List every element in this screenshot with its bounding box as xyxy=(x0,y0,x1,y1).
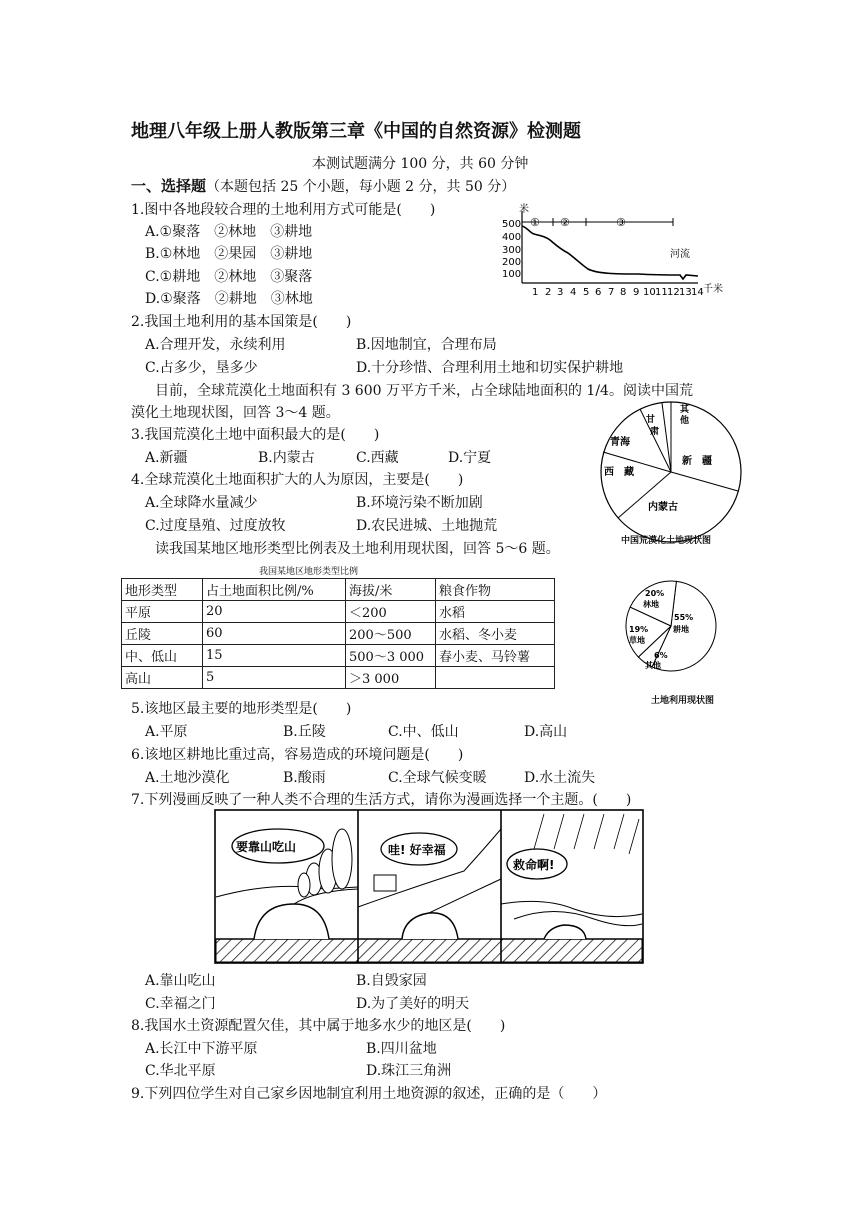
q7-option-b[interactable]: B.自毁家园 xyxy=(356,973,427,989)
section-heading xyxy=(131,175,515,196)
q8-stem: 8.我国水土资源配置欠佳，其中属于地多水少的地区是( ) xyxy=(131,1018,506,1034)
environment-comic xyxy=(214,809,644,965)
svg-text:6: 6 xyxy=(595,287,602,298)
desertification-pie-chart xyxy=(596,400,746,550)
svg-text:14: 14 xyxy=(691,287,704,298)
q5-option-d[interactable]: D.高山 xyxy=(524,724,568,740)
q4-option-a[interactable]: A.全球降水量减少 xyxy=(145,495,258,511)
pie2-label-forest-pct: 20% xyxy=(645,589,665,598)
pie1-label-qinghai: 青海 xyxy=(610,437,630,448)
table-header-cell: 地形类型 xyxy=(122,579,203,601)
q7-stem: 7.下列漫画反映了一种人类不合理的生活方式，请你为漫画选择一个主题。( ) xyxy=(131,792,632,808)
terrain-type-table xyxy=(121,578,555,689)
pie1-label-other: 其 xyxy=(680,405,690,415)
intro-3-4-line2: 漠化土地现状图，回答 3～4 题。 xyxy=(131,405,340,421)
profile-y-unit: 米 xyxy=(519,204,529,215)
q7-option-c[interactable]: C.幸福之门 xyxy=(145,996,216,1012)
intro-3-4-line1: 目前，全球荒漠化土地面积有 3 600 万平方千米，占全球陆地面积的 1/4。阅读中国荒 xyxy=(155,383,693,399)
profile-y-tick: 200 xyxy=(502,257,522,268)
svg-text:12: 12 xyxy=(667,287,680,298)
pie2-label-cultivated: 耕地 xyxy=(673,625,689,634)
svg-text:2: 2 xyxy=(545,287,552,298)
segment-2-label: ② xyxy=(560,216,570,229)
svg-text:13: 13 xyxy=(679,287,692,298)
svg-text:肃: 肃 xyxy=(650,427,660,437)
q4-option-d[interactable]: D.农民进城、土地抛荒 xyxy=(356,518,498,534)
table-row: 平原 20 ＜200 水稻 xyxy=(122,601,555,623)
svg-text:9: 9 xyxy=(633,287,640,298)
q4-option-b[interactable]: B.环境污染不断加剧 xyxy=(356,495,483,511)
svg-text:他: 他 xyxy=(680,416,690,426)
pie1-caption: 中国荒漠化土地现状图 xyxy=(621,536,712,546)
profile-x-unit: 千米 xyxy=(703,284,723,295)
q3-option-a[interactable]: A.新疆 xyxy=(145,450,188,466)
pie2-label-grassland-pct: 19% xyxy=(629,625,649,634)
pie1-label-xizang: 西 藏 xyxy=(604,467,634,478)
q6-option-a[interactable]: A.土地沙漠化 xyxy=(145,770,230,786)
q1-stem: 1.图中各地段较合理的土地利用方式可能是( ) xyxy=(131,202,436,218)
q1-option-c[interactable]: C.①耕地 ②林地 ③聚落 xyxy=(145,269,313,285)
svg-text:8: 8 xyxy=(620,287,627,298)
q3-option-c[interactable]: C.西藏 xyxy=(356,450,399,466)
table-row: 高山 5 ＞3 000 xyxy=(122,667,555,689)
test-info: 本测试题满分 100 分，共 60 分钟 xyxy=(312,156,529,172)
segment-1-label: ① xyxy=(530,216,540,229)
q8-option-b[interactable]: B.四川盆地 xyxy=(366,1041,437,1057)
q7-option-d[interactable]: D.为了美好的明天 xyxy=(356,996,470,1012)
q5-option-b[interactable]: B.丘陵 xyxy=(283,724,326,740)
q4-option-c[interactable]: C.过度垦殖、过度放牧 xyxy=(145,518,286,534)
q8-option-a[interactable]: A.长江中下游平原 xyxy=(145,1041,258,1057)
table-row: 中、低山 15 500～3 000 春小麦、马铃薯 xyxy=(122,645,555,667)
table-header-cell: 海拔/米 xyxy=(346,579,436,601)
q5-option-a[interactable]: A.平原 xyxy=(145,724,188,740)
section-name: 一、选择题 xyxy=(131,177,207,195)
profile-y-tick: 100 xyxy=(502,269,522,280)
pie1-label-gansu: 甘 xyxy=(646,415,656,425)
comic-bubble-3: 救命啊! xyxy=(513,858,555,872)
river-label: 河流 xyxy=(670,249,690,260)
table-header-row xyxy=(122,579,555,601)
table-header-cell: 占土地面积比例/% xyxy=(203,579,346,601)
q1-option-d[interactable]: D.①聚落 ②耕地 ③林地 xyxy=(145,291,313,307)
intro-5-6: 读我国某地区地形类型比例表及土地利用现状图，回答 5～6 题。 xyxy=(155,541,560,557)
q6-stem: 6.该地区耕地比重过高，容易造成的环境问题是( ) xyxy=(131,747,464,763)
segment-3-label: ③ xyxy=(616,216,626,229)
q6-option-c[interactable]: C.全球气候变暖 xyxy=(388,770,487,786)
svg-text:5: 5 xyxy=(583,287,590,298)
table-row: 丘陵 60 200～500 水稻、冬小麦 xyxy=(122,623,555,645)
q1-option-a[interactable]: A.①聚落 ②林地 ③耕地 xyxy=(145,224,313,240)
section-note: （本题包括 25 个小题，每小题 2 分，共 50 分） xyxy=(206,179,516,195)
terrain-profile-chart xyxy=(498,203,738,299)
table-caption: 我国某地区地形类型比例 xyxy=(259,567,359,577)
svg-text:1: 1 xyxy=(532,287,539,298)
q3-option-d[interactable]: D.宁夏 xyxy=(448,450,492,466)
pie2-caption: 土地利用现状图 xyxy=(651,696,715,706)
pie2-label-grassland: 草地 xyxy=(629,636,645,645)
profile-x-ticks xyxy=(532,287,704,298)
q2-option-d[interactable]: D.十分珍惜、合理利用土地和切实保护耕地 xyxy=(356,360,624,376)
q6-option-b[interactable]: B.酸雨 xyxy=(283,770,326,786)
pie2-label-forest: 林地 xyxy=(643,600,659,609)
q5-stem: 5.该地区最主要的地形类型是( ) xyxy=(131,701,352,717)
pie2-label-cultivated-pct: 55% xyxy=(674,613,694,622)
profile-y-tick: 400 xyxy=(502,232,522,243)
q3-option-b[interactable]: B.内蒙古 xyxy=(258,450,315,466)
pie2-label-other: 其他 xyxy=(645,661,661,670)
pie1-label-xinjiang: 新 疆 xyxy=(682,456,712,467)
svg-text:4: 4 xyxy=(570,287,577,298)
pie1-label-neimenggu: 内蒙古 xyxy=(648,502,678,513)
q7-option-a[interactable]: A.靠山吃山 xyxy=(145,973,216,989)
land-use-pie-chart xyxy=(621,566,721,686)
q1-option-b[interactable]: B.①林地 ②果园 ③耕地 xyxy=(145,246,313,262)
table-header-cell: 粮食作物 xyxy=(436,579,555,601)
comic-bubble-2: 哇! 好幸福 xyxy=(388,843,446,857)
q8-option-c[interactable]: C.华北平原 xyxy=(145,1063,216,1079)
q8-option-d[interactable]: D.珠江三角洲 xyxy=(366,1063,452,1079)
profile-y-tick: 300 xyxy=(502,245,522,256)
q3-stem: 3.我国荒漠化土地中面积最大的是( ) xyxy=(131,427,380,443)
comic-bubble-1: 要靠山吃山 xyxy=(236,840,297,854)
q5-option-c[interactable]: C.中、低山 xyxy=(388,724,459,740)
q2-option-b[interactable]: B.因地制宜，合理布局 xyxy=(356,337,497,353)
svg-text:7: 7 xyxy=(608,287,615,298)
page-title: 地理八年级上册人教版第三章《中国的自然资源》检测题 xyxy=(131,121,581,142)
q2-option-c[interactable]: C.占多少，垦多少 xyxy=(145,360,258,376)
q6-option-d[interactable]: D.水土流失 xyxy=(524,770,596,786)
svg-text:11: 11 xyxy=(655,287,668,298)
q9-stem: 9.下列四位学生对自己家乡因地制宜利用土地资源的叙述，正确的是（ ） xyxy=(131,1086,607,1102)
pie2-label-other-pct: 6% xyxy=(654,651,668,660)
svg-text:10: 10 xyxy=(643,287,656,298)
svg-text:3: 3 xyxy=(557,287,564,298)
q2-option-a[interactable]: A.合理开发，永续利用 xyxy=(145,337,286,353)
profile-y-tick: 500 xyxy=(502,219,522,230)
q4-stem: 4.全球荒漠化土地面积扩大的人为原因，主要是( ) xyxy=(131,472,464,488)
q2-stem: 2.我国土地利用的基本国策是( ) xyxy=(131,314,352,330)
